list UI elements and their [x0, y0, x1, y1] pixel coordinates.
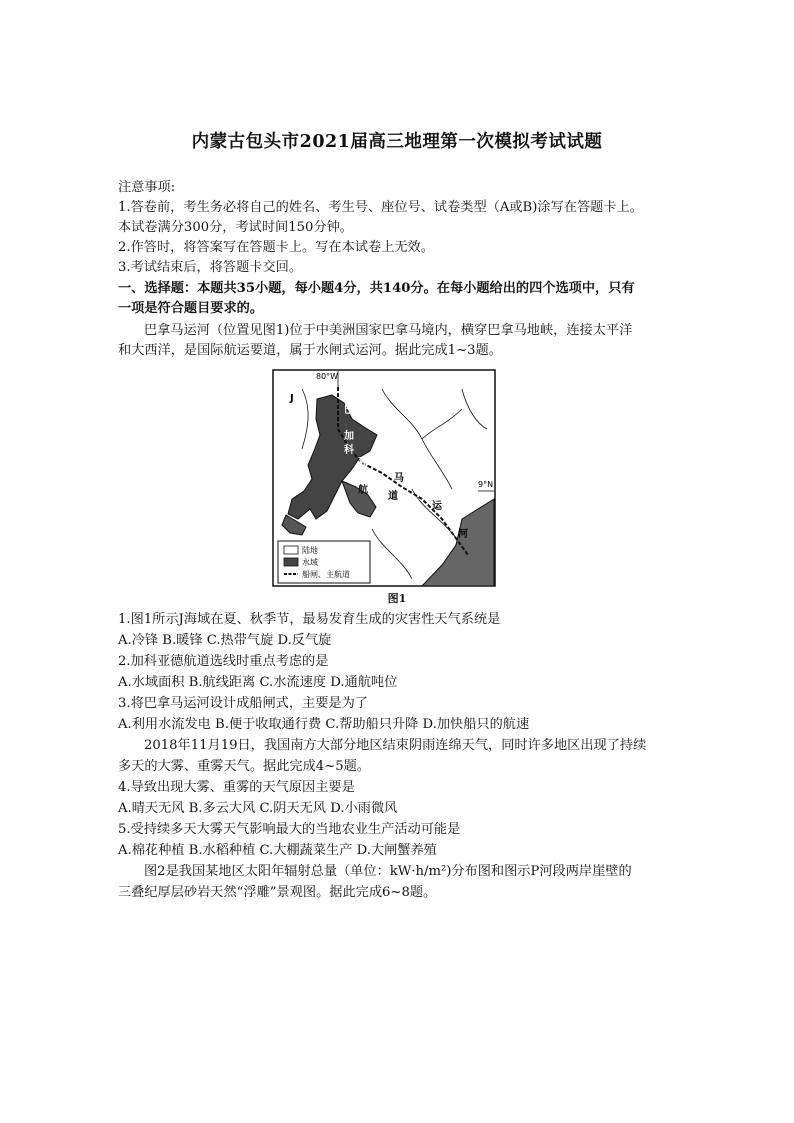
legend-lock-label: 船闸、主航道 [302, 570, 350, 579]
label-80w: 80°W [316, 372, 339, 381]
label-yun: 运 [432, 501, 442, 512]
question-1-options: A.冷锋 B.暖锋 C.热带气旋 D.反气旋 [118, 633, 332, 648]
passage2-line-2: 多天的大雾、重雾天气。据此完成4~5题。 [118, 759, 371, 774]
notice-item-3: 3.考试结束后，将答题卡交回。 [118, 260, 303, 275]
notice-item-1-cont: 本试卷满分300分，考试时间150分钟。 [118, 220, 353, 235]
label-dao: 道 [388, 491, 398, 502]
passage1-line-1: 巴拿马运河（位置见图1)位于中美洲国家巴拿马境内，横穿巴拿马地峡，连接太平洋 [144, 323, 633, 338]
question-5: 5.受持续多天大雾天气影响最大的当地农业生产活动可能是 [118, 822, 461, 837]
passage1-line-2: 和大西洋，是国际航运要道，属于水闸式运河。据此完成1~3题。 [118, 343, 502, 358]
page-title: 内蒙古包头市2021届高三地理第一次模拟考试试题 [191, 132, 603, 152]
legend-land-label: 陆地 [302, 546, 318, 555]
question-4: 4.导致出现大雾、重雾的天气原因主要是 [118, 780, 355, 795]
figure1-map [272, 369, 496, 587]
notice-item-2: 2.作答时，将答案写在答题卡上。写在本试卷上无效。 [118, 240, 434, 255]
question-2-options: A.水域面积 B.航线距离 C.水流速度 D.通航吨位 [118, 675, 398, 690]
question-2: 2.加科亚德航道选线时重点考虑的是 [118, 654, 329, 669]
label-hang: 航 [358, 485, 368, 496]
label-ba: 巴 [344, 405, 354, 416]
question-3-options: A.利用水流发电 B.便于收取通行费 C.帮助船只升降 D.加快船只的航速 [118, 717, 530, 732]
legend-land-swatch [284, 546, 298, 554]
notice-heading: 注意事项: [118, 180, 176, 195]
passage2-line-1: 2018年11月19日，我国南方大部分地区结束阴雨连绵天气，同时许多地区出现了持续 [144, 738, 647, 753]
label-ma: 马 [394, 473, 404, 484]
passage3-line-1: 图2是我国某地区太阳年辐射总量（单位：kW·h/m²)分布图和图示P河段两岸崖壁的 [144, 864, 632, 879]
notice-item-1: 1.答卷前，考生务必将自己的姓名、考生号、座位号、试卷类型（A或B)涂写在答题卡上。 [118, 200, 643, 215]
passage3-line-2: 三叠纪厚层砂岩天然“浮雕”景观图。据此完成6~8题。 [118, 885, 437, 900]
label-jia: 加 [344, 431, 354, 442]
legend-water-label: 水域 [302, 558, 318, 567]
question-5-options: A.棉花种植 B.水稻种植 C.大棚蔬菜生产 D.大闸蟹养殖 [118, 843, 437, 858]
label-ke: 科 [344, 445, 354, 456]
label-ya: 亚 [358, 457, 368, 468]
label-j-sea: J [290, 393, 294, 404]
label-9n: 9°N [478, 480, 494, 489]
question-1: 1.图1所示J海域在夏、秋季节，最易发育生成的灾害性天气系统是 [118, 612, 501, 627]
figure1-caption: 图1 [387, 592, 407, 605]
legend-water-swatch [284, 558, 298, 566]
label-de: 德 [358, 471, 368, 482]
question-4-options: A.晴天无风 B.多云大风 C.阴天无风 D.小雨微风 [118, 801, 398, 816]
label-he: 河 [458, 529, 468, 540]
question-3: 3.将巴拿马运河设计成船闸式，主要是为了 [118, 696, 368, 711]
section-heading-line-2: 一项是符合题目要求的。 [118, 301, 264, 316]
section-heading-line-1: 一、选择题：本题共35小题，每小题4分，共140分。在每小题给出的四个选项中，只有 [118, 281, 635, 296]
